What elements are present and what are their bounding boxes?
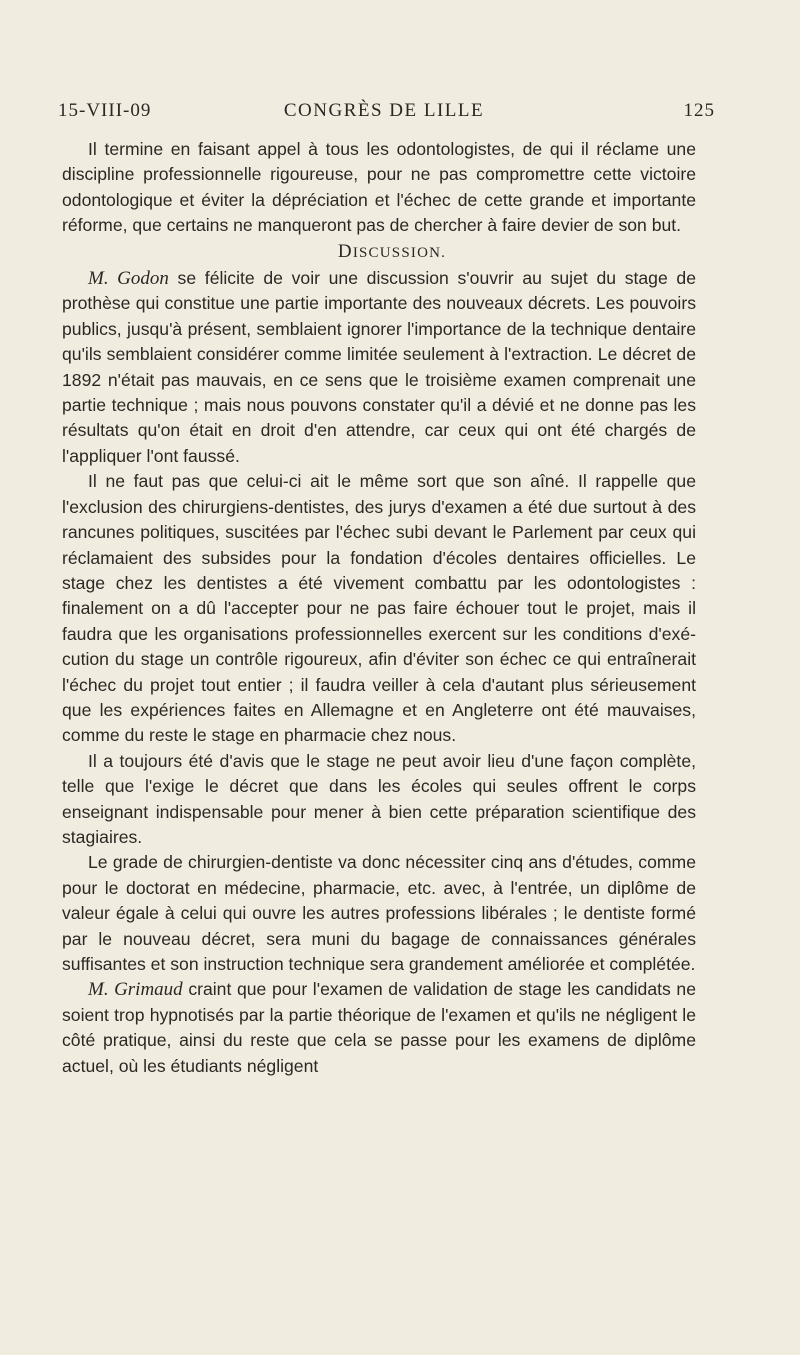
speaker-godon: M. Godon xyxy=(88,268,169,290)
section-heading-rest: ISCUSSION. xyxy=(352,244,447,261)
header-date: 15-VIII-09 xyxy=(58,100,152,121)
section-heading-initial: D xyxy=(337,240,353,262)
paragraph-ecoles: Il a toujours été d'avis que le stage ne peut avoir lieu d'une façon complète, telle que l'exige le décret que dans les écoles qui seules offrent le corps enseignant indispensable pour mener à bien cette préparation scientifique des stagiaires. xyxy=(62,750,696,847)
page-number: 125 xyxy=(683,100,715,121)
paragraph-godon-text: se félicite de voir une discussion s'ouvrir au sujet du stage de prothèse qui constitue une partie importante des nouveaux décrets. Les pouvoirs publics, jusqu'à présent, semblaient ignorer l'importance de la technique dentaire qu'ils semblaient considérer comme limitée seulement à l'extraction. Le décret de 1892 n'était pas mauvais, en ce sens que le troisième examen comprenait une partie technique ; mais nous pouvons constater qu'il a dévié et ne donne pas les résultats qu'on était en droit d'en attendre, car ceux qui ont été chargés de l'appliquer l'ont faussé. xyxy=(62,268,696,466)
running-head xyxy=(58,100,715,130)
paragraph-stage: Il ne faut pas que celui-ci ait le même sort que son aîné. Il rappelle que l'exclusion des chirurgiens-dentistes, des jurys d'examen a été due surtout à des rancunes politiques, suscitées par l'échec subi devant le Parlement par ceux qui réclamaient des subsides pour la fondation d'écoles dentaires officielles. Le stage chez les dentistes a été vivement combattu par les odontologistes : finalement on a dû l'accepter pour ne pas faire échouer tout le projet, mais il faudra que les organisations professionnelles exercent sur les conditions d'exécution du stage un contrôle rigoureux, afin d'éviter son échec ce qui entraînerait l'échec du projet tout entier ; il faudra veiller à cela d'autant plus sérieusement que les expériences faites en Allemagne et en Angleterre ont été mauvaises, comme du reste le stage en pharmacie chez nous. xyxy=(62,471,696,746)
section-heading xyxy=(62,239,696,266)
paragraph-godon xyxy=(62,266,696,469)
paragraph-conclusion: Il termine en faisant appel à tous les odontologistes, de qui il réclame une discipline professionnelle rigoureuse, pour ne pas compromettre cette victoire odontologique et éviter la dépréciation et l'échec de cette grande et importante réforme, que certains ne manqueront pas de chercher à faire devier de son but. xyxy=(62,139,696,236)
page-body xyxy=(62,137,696,1079)
header-title: CONGRÈS DE LILLE xyxy=(283,100,485,121)
paragraph-grimaud xyxy=(62,977,696,1079)
speaker-grimaud: M. Grimaud xyxy=(88,979,183,1001)
paragraph-grimaud-text: craint que pour l'examen de validation de stage les candidats ne soient trop hypnotisés par la partie théorique de l'examen et qu'ils ne négligent le côté pratique, ainsi du reste que cela se passe pour les examens de diplôme actuel, où les étudiants négligent xyxy=(62,979,696,1076)
paragraph-grade: Le grade de chirurgien-dentiste va donc nécessiter cinq ans d'études, comme pour le doctorat en médecine, pharmacie, etc. avec, à l'entrée, un diplôme de valeur égale à celui qui ouvre les autres professions libérales ; le dentiste formé par le nouveau décret, sera muni du bagage de connaissances générales suffisantes et son instruction technique sera grandement améliorée et complétée. xyxy=(62,852,696,974)
